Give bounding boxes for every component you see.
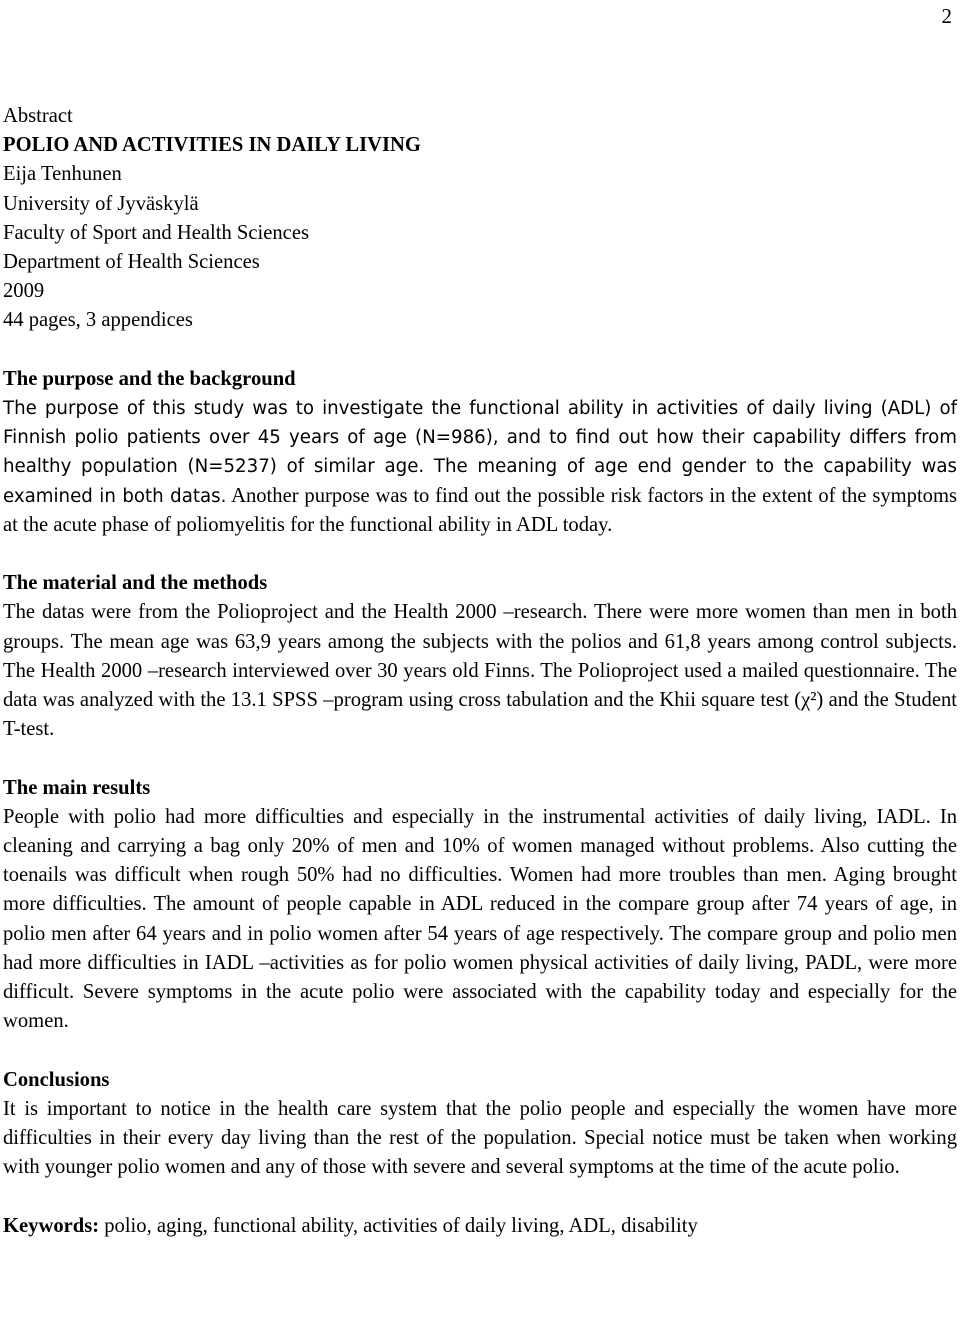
spacer [3, 1182, 957, 1211]
abstract-page [3, 102, 957, 1241]
page-count: 44 pages, 3 appendices [3, 309, 193, 332]
author-name: Eija Tenhunen [3, 163, 122, 186]
purpose-body [3, 394, 957, 540]
keywords-line [3, 1212, 957, 1241]
purpose-heading: The purpose and the background [3, 367, 296, 390]
spacer [3, 540, 957, 569]
faculty-name: Faculty of Sport and Health Sciences [3, 221, 309, 244]
keywords-value: polio, aging, functional ability, activities of daily living, ADL, disability [99, 1214, 698, 1237]
spacer [3, 336, 957, 365]
publication-year: 2009 [3, 280, 45, 303]
conclusions-heading: Conclusions [3, 1068, 110, 1091]
thesis-title: POLIO AND ACTIVITIES IN DAILY LIVING [3, 134, 421, 157]
methods-heading: The material and the methods [3, 572, 268, 595]
abstract-label: Abstract [3, 105, 73, 127]
department-name: Department of Health Sciences [3, 251, 260, 274]
conclusions-body: It is important to notice in the health care system that the polio people and especially the women have more difficulties in their every day living than the rest of the population. Special notice must be taken when working with younger polio women and any of those with severe and several symptoms at the time of the acute polio. [3, 1097, 957, 1179]
purpose-body-part1: The purpose of this study was to investigate the functional ability in activities of daily living (ADL) of Finnish polio patients over 45 years of age (N=986), and to find out how their capability differs from healthy population (N=5237) of similar age. The meaning of age end gender to the capability was examined in both datas. [3, 398, 957, 507]
page-number: 2 [941, 4, 952, 28]
spacer [3, 1036, 957, 1065]
purpose-body-part2: Another purpose was to find out the possible risk factors in the extent of the symptoms at the acute phase of poliomyelitis for the functional ability in ADL today. [3, 484, 957, 536]
results-heading: The main results [3, 776, 151, 799]
keywords-label: Keywords: [3, 1214, 100, 1237]
methods-body: The datas were from the Polioproject and the Health 2000 –research. There were more women than men in both groups. The mean age was 63,9 years among the subjects with the polios and 61,8 years among control subjects. The Health 2000 –research interviewed over 30 years old Finns. The Polioproject used a mailed questionnaire. The data was analyzed with the 13.1 SPSS –program using cross tabulation and the Khii square test (χ²) and the Student T-test. [3, 601, 957, 741]
university-name: University of Jyväskylä [3, 192, 199, 215]
results-body: People with polio had more difficulties and especially in the instrumental activities of daily living, IADL. In cleaning and carrying a bag only 20% of men and 10% of women managed without problems. Also cutting the toenails was difficult when rough 50% had no difficulties. Women had more troubles than men. Aging brought more difficulties. The amount of people capable in ADL reduced in the compare group after 74 years of age, in polio men after 64 years and in polio women after 54 years of age respectively. The compare group and polio men had more difficulties in IADL –activities as for polio women physical activities of daily living, PADL, were more difficult. Severe symptoms in the acute polio were associated with the capability today and especially for the women. [3, 805, 957, 1033]
spacer [3, 744, 957, 773]
